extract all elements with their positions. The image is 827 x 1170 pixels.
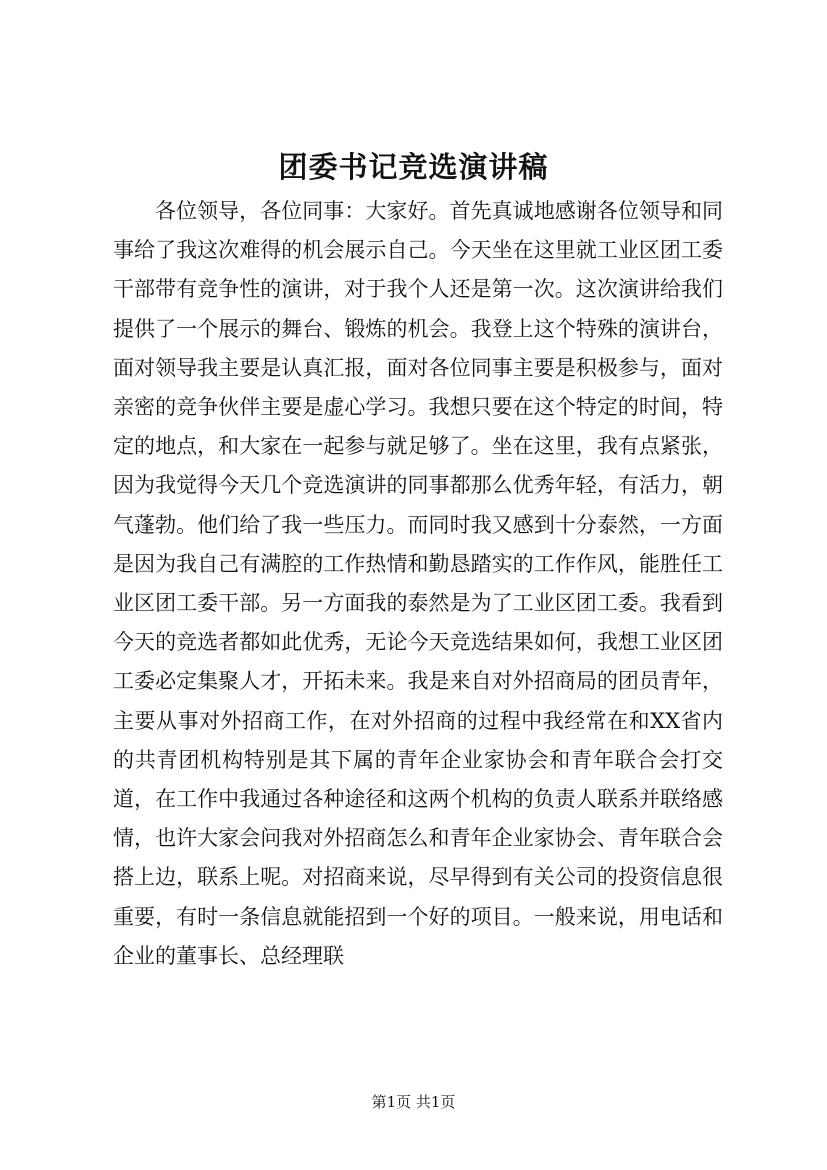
document-body: 各位领导，各位同事：大家好。首先真诚地感谢各位领导和同事给了我这次难得的机会展示自己。今天坐在这里就工业区团工委干部带有竞争性的演讲，对于我个人还是第一次。这次演讲给我们提供了一个展示的舞台、锻炼的机会。我登上这个特殊的演讲台，面对领导我主要是认真汇报，面对各位同事主要是积极参与，面对亲密的竞争伙伴主要是虚心学习。我想只要在这个特定的时间，特定的地点，和大家在一起参与就足够了。坐在这里，我有点紧张，因为我觉得今天几个竞选演讲的同事都那么优秀年轻，有活力，朝气蓬勃。他们给了我一些压力。而同时我又感到十分泰然，一方面是因为我自己有满腔的工作热情和勤恳踏实的工作作风，能胜任工业区团工委干部。另一方面我的泰然是为了工业区团工委。我看到今天的竞选者都如此优秀，无论今天竞选结果如何，我想工业区团工委必定集聚人才，开拓未来。我是来自对外招商局的团员青年，主要从事对外招商工作，在对外招商的过程中我经常在和XX省内的共青团机构特别是其下属的青年企业家协会和青年联合会打交道，在工作中我通过各种途径和这两个机构的负责人联系并联络感情，也许大家会问我对外招商怎么和青年企业家协会、青年联合会搭上边，联系上呢。对招商来说，尽早得到有关公司的投资信息很重要，有时一条信息就能招到一个好的项目。一般来说，用电话和企业的董事长、总经理联 <box>113 199 723 968</box>
document-title: 团委书记竞选演讲稿 <box>278 150 549 184</box>
page-footer: 第1页 共1页 <box>371 1093 456 1111</box>
